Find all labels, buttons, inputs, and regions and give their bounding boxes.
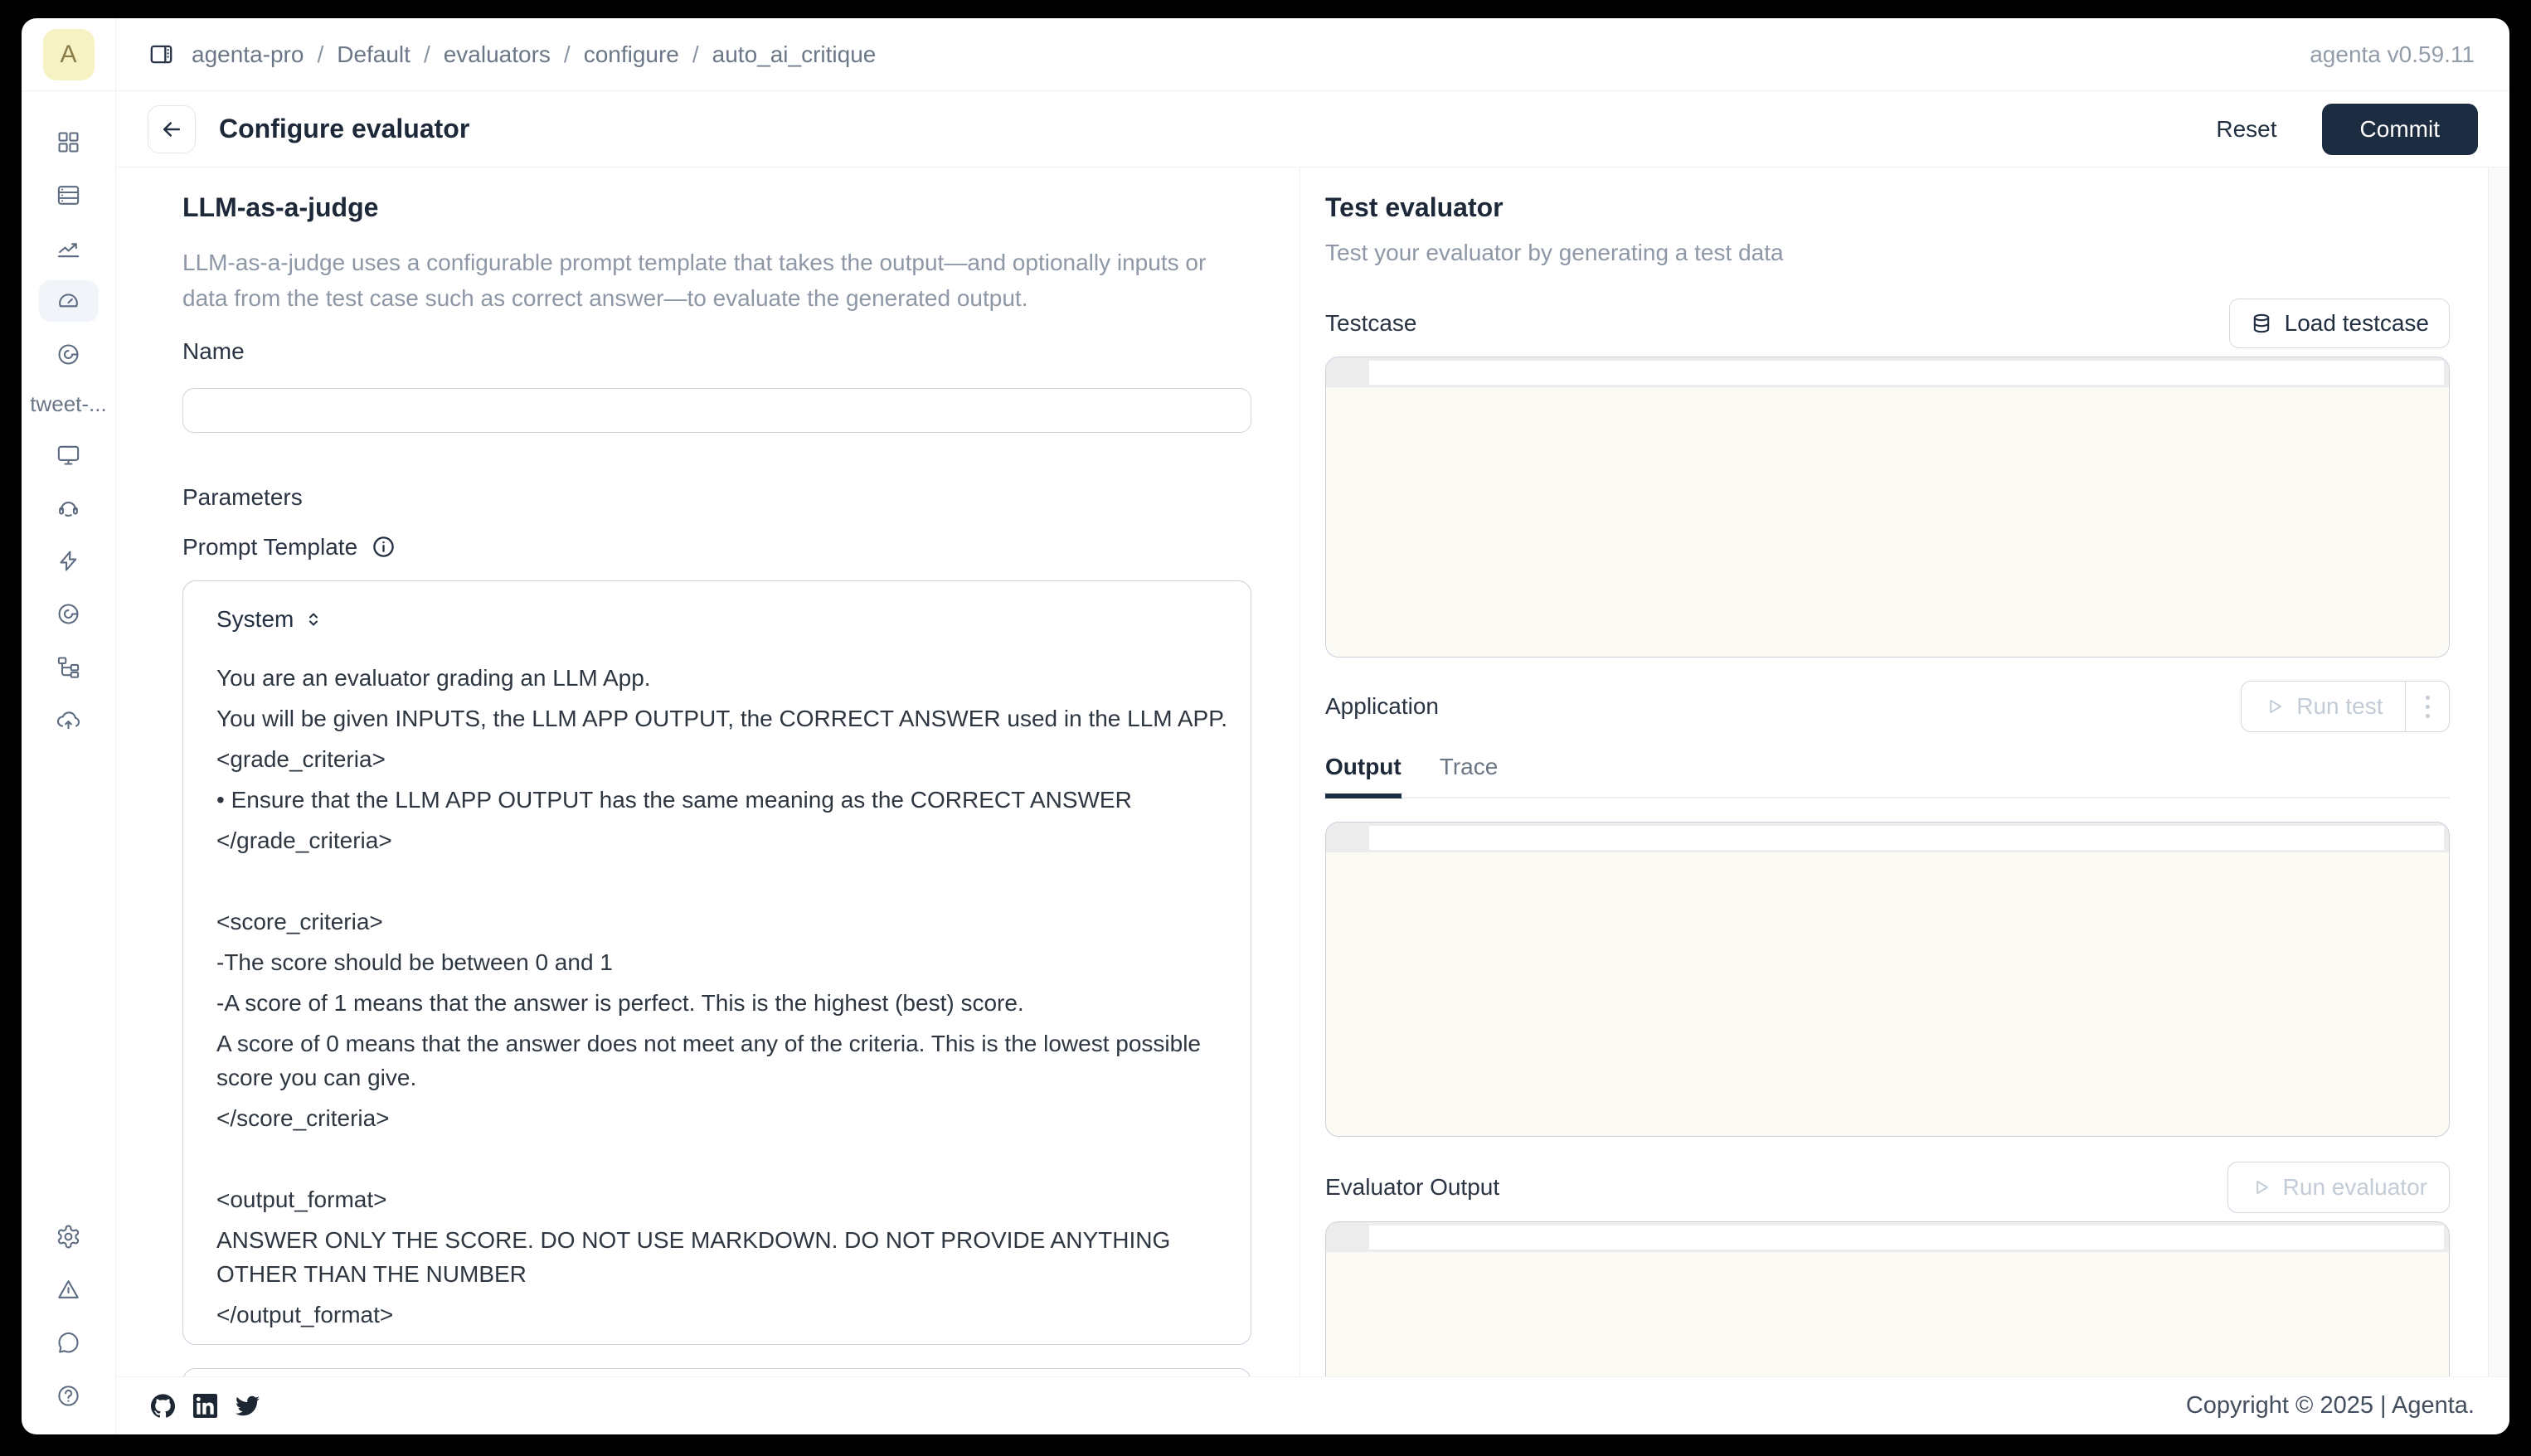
next-message-box[interactable] <box>182 1368 1251 1376</box>
twitter-icon[interactable] <box>236 1394 260 1418</box>
evaluator-output-editor[interactable] <box>1325 1221 2450 1376</box>
help-circle-icon <box>56 1383 81 1409</box>
arrow-left-icon <box>159 117 184 142</box>
top-bar <box>22 18 2509 91</box>
gear-icon <box>56 1224 81 1250</box>
play-icon <box>2250 1177 2271 1198</box>
system-role-label: System <box>216 605 294 632</box>
breadcrumb-separator: / <box>692 41 699 67</box>
sidebar-item-testsets[interactable] <box>39 174 99 216</box>
footer <box>116 1376 2509 1434</box>
cloud-upload-icon <box>56 707 81 733</box>
trace-hook-icon <box>56 342 81 367</box>
testcase-label: Testcase <box>1325 310 1417 337</box>
lightning-icon <box>56 548 81 574</box>
kebab-icon <box>2426 696 2430 718</box>
breadcrumb-separator: / <box>317 41 324 67</box>
monitor-icon <box>56 442 81 468</box>
sidebar <box>22 91 116 1434</box>
table-rows-icon <box>56 182 81 208</box>
reset-button[interactable]: Reset <box>2211 115 2281 143</box>
play-icon <box>2263 696 2285 717</box>
sidebar-item-settings[interactable] <box>39 1216 99 1257</box>
breadcrumb[interactable] <box>192 41 876 68</box>
prompt-template-text[interactable]: You are an evaluator grading an LLM App. You will be given INPUTS, the LLM APP OUTPUT, the CORRECT ANSWER used in the LLM APP. <grade_criteria> • Ensure that the LLM APP OUTPUT has the same meaning as the CORRECT ANSWER </grade_criteria> <score_criteria> -The score should be between 0 and 1 -A score of 1 means that the answer is perfect. This is the highest (best) score. A score of 0 means that the answer does not meet any of the criteria. This is the lowest possible score you can give. </score_criteria> <output_format> ANSWER ONLY THE SCORE. DO NOT USE MARKDOWN. DO NOT PROVIDE ANYTHING OTHER THAN THE NUMBER </output_format> <box>216 664 1228 1327</box>
chat-bubble-icon <box>56 1330 81 1356</box>
sidebar-item-observability[interactable] <box>39 227 99 269</box>
tree-icon <box>56 654 81 680</box>
sidebar-app-label[interactable]: tweet-... <box>30 391 107 416</box>
page-header <box>116 91 2509 167</box>
name-input[interactable] <box>182 388 1251 433</box>
parameters-label: Parameters <box>182 483 303 510</box>
evaluator-output-label: Evaluator Output <box>1325 1174 1500 1201</box>
breadcrumb-item[interactable]: configure <box>583 41 679 67</box>
sidebar-item-deployments[interactable] <box>39 699 99 740</box>
evaluator-title: LLM-as-a-judge <box>182 192 379 222</box>
alert-triangle-icon <box>56 1277 81 1303</box>
sidebar-item-automations[interactable] <box>39 540 99 581</box>
output-tabs <box>1325 754 2450 798</box>
bot-icon <box>56 495 81 521</box>
sidebar-item-traces[interactable] <box>39 333 99 375</box>
trace-hook-icon <box>56 601 81 627</box>
breadcrumb-item[interactable]: auto_ai_critique <box>712 41 877 67</box>
breadcrumb-separator: / <box>563 41 571 67</box>
linkedin-icon[interactable] <box>193 1394 217 1418</box>
breadcrumb-item[interactable]: agenta-pro <box>192 41 304 67</box>
avatar[interactable]: A <box>43 29 95 80</box>
test-evaluator-panel <box>1300 167 2509 1376</box>
message-role-select[interactable] <box>205 606 1229 633</box>
load-testcase-label: Load testcase <box>2284 310 2429 337</box>
run-evaluator-button[interactable] <box>2227 1162 2450 1213</box>
prompt-template-box <box>182 580 1251 1345</box>
breadcrumb-separator: / <box>423 41 430 67</box>
chevron-up-down-icon <box>304 609 323 629</box>
back-button[interactable] <box>148 105 196 153</box>
copyright-text: Copyright © 2025 | Agenta. <box>2185 1392 2475 1419</box>
sidebar-item-evaluations[interactable] <box>39 280 99 322</box>
info-icon[interactable] <box>371 534 396 560</box>
run-test-label: Run test <box>2296 693 2383 720</box>
sidebar-item-changelog[interactable] <box>39 1269 99 1310</box>
run-test-menu-button[interactable] <box>2406 682 2449 731</box>
tab-trace[interactable]: Trace <box>1439 754 1499 780</box>
run-test-split-button <box>2241 681 2450 732</box>
prompt-template-label: Prompt Template <box>182 533 358 560</box>
commit-button[interactable]: Commit <box>2322 104 2478 155</box>
breadcrumb-item[interactable]: Default <box>337 41 410 67</box>
application-label: Application <box>1325 693 1439 720</box>
sidebar-item-feedback[interactable] <box>39 1322 99 1363</box>
app-window <box>22 18 2509 1434</box>
right-panel-scrollbar[interactable] <box>2488 167 2509 1376</box>
github-icon[interactable] <box>151 1394 175 1418</box>
gauge-icon <box>56 289 81 314</box>
run-test-button[interactable] <box>2242 682 2404 731</box>
sidebar-item-playground[interactable] <box>39 434 99 475</box>
application-output-editor[interactable] <box>1325 822 2450 1137</box>
page-title: Configure evaluator <box>219 114 470 143</box>
sidebar-bottom <box>39 1216 99 1428</box>
sidebar-item-help[interactable] <box>39 1375 99 1416</box>
version-label: agenta v0.59.11 <box>2310 41 2475 67</box>
sidebar-item-traces-app[interactable] <box>39 593 99 634</box>
test-evaluator-title: Test evaluator <box>1325 192 1504 222</box>
sidebar-item-assistant[interactable] <box>39 487 99 528</box>
breadcrumb-item[interactable]: evaluators <box>443 41 551 67</box>
name-label: Name <box>182 337 245 364</box>
panel-right-icon[interactable] <box>148 41 175 68</box>
dashboard-grid-icon <box>56 129 81 155</box>
tab-output[interactable]: Output <box>1325 754 1402 798</box>
testcase-editor[interactable] <box>1325 357 2450 658</box>
top-bar-left <box>22 18 116 90</box>
breadcrumb-area <box>116 18 2310 90</box>
test-evaluator-subtitle: Test your evaluator by generating a test data <box>1325 240 1784 265</box>
sidebar-item-dashboard[interactable] <box>39 121 99 163</box>
chart-trend-icon <box>56 235 81 261</box>
database-icon <box>2250 312 2273 335</box>
evaluator-description: LLM-as-a-judge uses a configurable prompt template that takes the output—and optionally inputs or data from the test case such as correct answer—to evaluate the generated output. <box>182 250 1207 312</box>
sidebar-item-workflows[interactable] <box>39 646 99 687</box>
run-evaluator-label: Run evaluator <box>2282 1174 2427 1201</box>
load-testcase-button[interactable] <box>2229 298 2450 348</box>
evaluator-config-panel <box>116 167 1300 1376</box>
